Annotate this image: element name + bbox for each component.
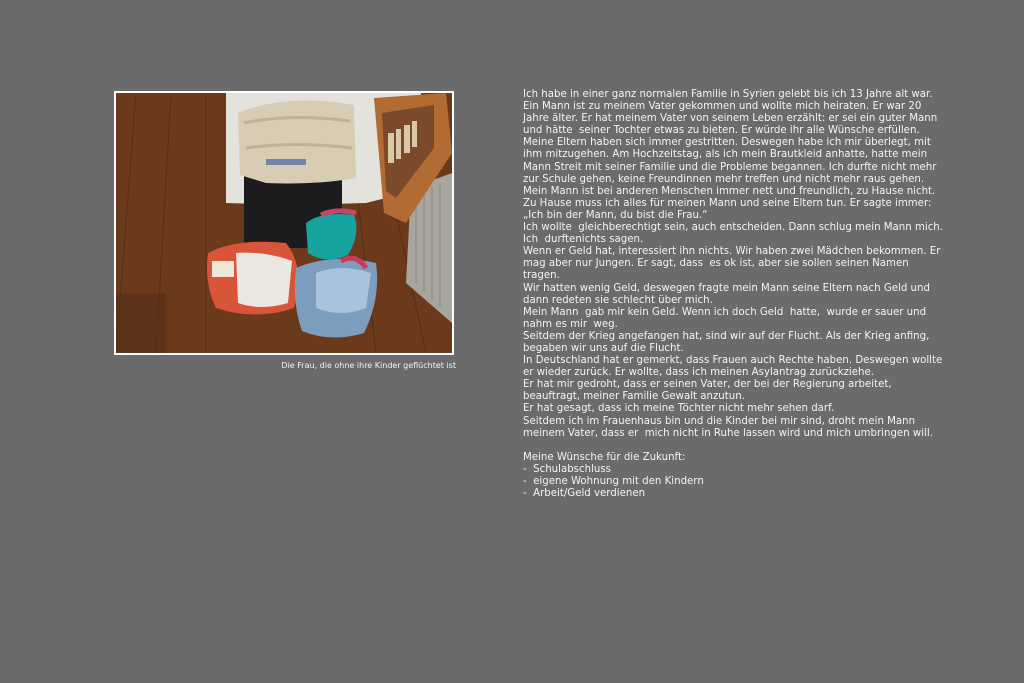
photo-frame — [114, 91, 454, 355]
story-paragraph: Ich wollte gleichberechtigt sein, auch entscheiden. Dann schlug mein Mann mich. Ich durftenichts sagen. — [523, 222, 947, 246]
story-paragraph: Ein Mann ist zu meinem Vater gekommen und wollte mich heiraten. Er war 20 Jahre älter. Er hat meinem Vater von seinem Leben erzählt: er sei ein guter Mann und hätte seiner Tochter etwas zu bieten. Er würde ihr alle Wünsche erfüllen. — [523, 101, 941, 137]
wishes-heading: Meine Wünsche für die Zukunft: — [523, 451, 686, 463]
story-paragraph: Seitdem der Krieg angefangen hat, sind wir auf der Flucht. Als der Krieg anfing, begaben wir uns auf die Flucht. — [523, 330, 933, 354]
story-text — [523, 89, 947, 500]
story-paragraph: Er hat gesagt, dass ich meine Töchter nicht mehr sehen darf. — [523, 403, 835, 415]
story-paragraph: Zu Hause muss ich alles für meinen Mann und seine Eltern tun. Er sagte immer: „Ich bin der Mann, du bist die Frau.“ — [523, 197, 935, 221]
story-paragraph: Ich habe in einer ganz normalen Familie in Syrien gelebt bis ich 13 Jahre alt war. — [523, 89, 933, 100]
wish-item: - Arbeit/Geld verdienen — [523, 488, 646, 499]
story-paragraph: Mein Mann ist bei anderen Menschen immer nett und freundlich, zu Hause nicht. — [523, 185, 936, 197]
story-paragraph: In Deutschland hat er gemerkt, dass Frauen auch Rechte haben. Deswegen wollte er wieder zurück. Er wollte, dass ich meinen Asylantrag zurückziehe. — [523, 355, 946, 379]
story-paragraph: Er hat mir gedroht, dass er seinen Vater, der bei der Regierung arbeitet, beauftragt, meiner Familie Gewalt anzutun. — [523, 379, 895, 403]
story-paragraph: Wir hatten wenig Geld, deswegen fragte mein Mann seine Eltern nach Geld und dann redeten sie schlecht über mich. — [523, 282, 934, 306]
photo-caption: Die Frau, die ohne ihre Kinder geflüchtet ist — [281, 361, 456, 370]
wish-item: - eigene Wohnung mit den Kindern — [523, 475, 704, 487]
story-paragraph: Meine Eltern haben sich immer gestritten. Deswegen habe ich mir überlegt, mit ihm mitzugehen. Am Hochzeitstag, als ich mein Brautkleid anhatte, hatte mein Mann Streit mit seiner Familie und die Probleme begannen. Ich durfte nicht mehr zur Schule gehen, keine Freundinnen mehr treffen und nicht mehr raus gehen. — [523, 137, 940, 185]
belongings-photo — [116, 93, 452, 353]
wishes-section — [523, 452, 943, 500]
wish-item: - Schulabschluss — [523, 463, 611, 475]
story-paragraph: Seitdem ich im Frauenhaus bin und die Kinder bei mir sind, droht mein Mann meinem Vater, dass er mich nicht in Ruhe lassen wird und mich umbringen will. — [523, 415, 933, 439]
story-paragraph: Mein Mann gab mir kein Geld. Wenn ich doch Geld hatte, wurde er sauer und nahm es mir weg. — [523, 306, 933, 330]
story-paragraph: Wenn er Geld hat, interessiert ihn nichts. Wir haben zwei Mädchen bekommen. Er mag aber nur Jungen. Er sagt, dass es ok ist, aber sie sollen seinen Namen tragen. — [523, 246, 944, 282]
